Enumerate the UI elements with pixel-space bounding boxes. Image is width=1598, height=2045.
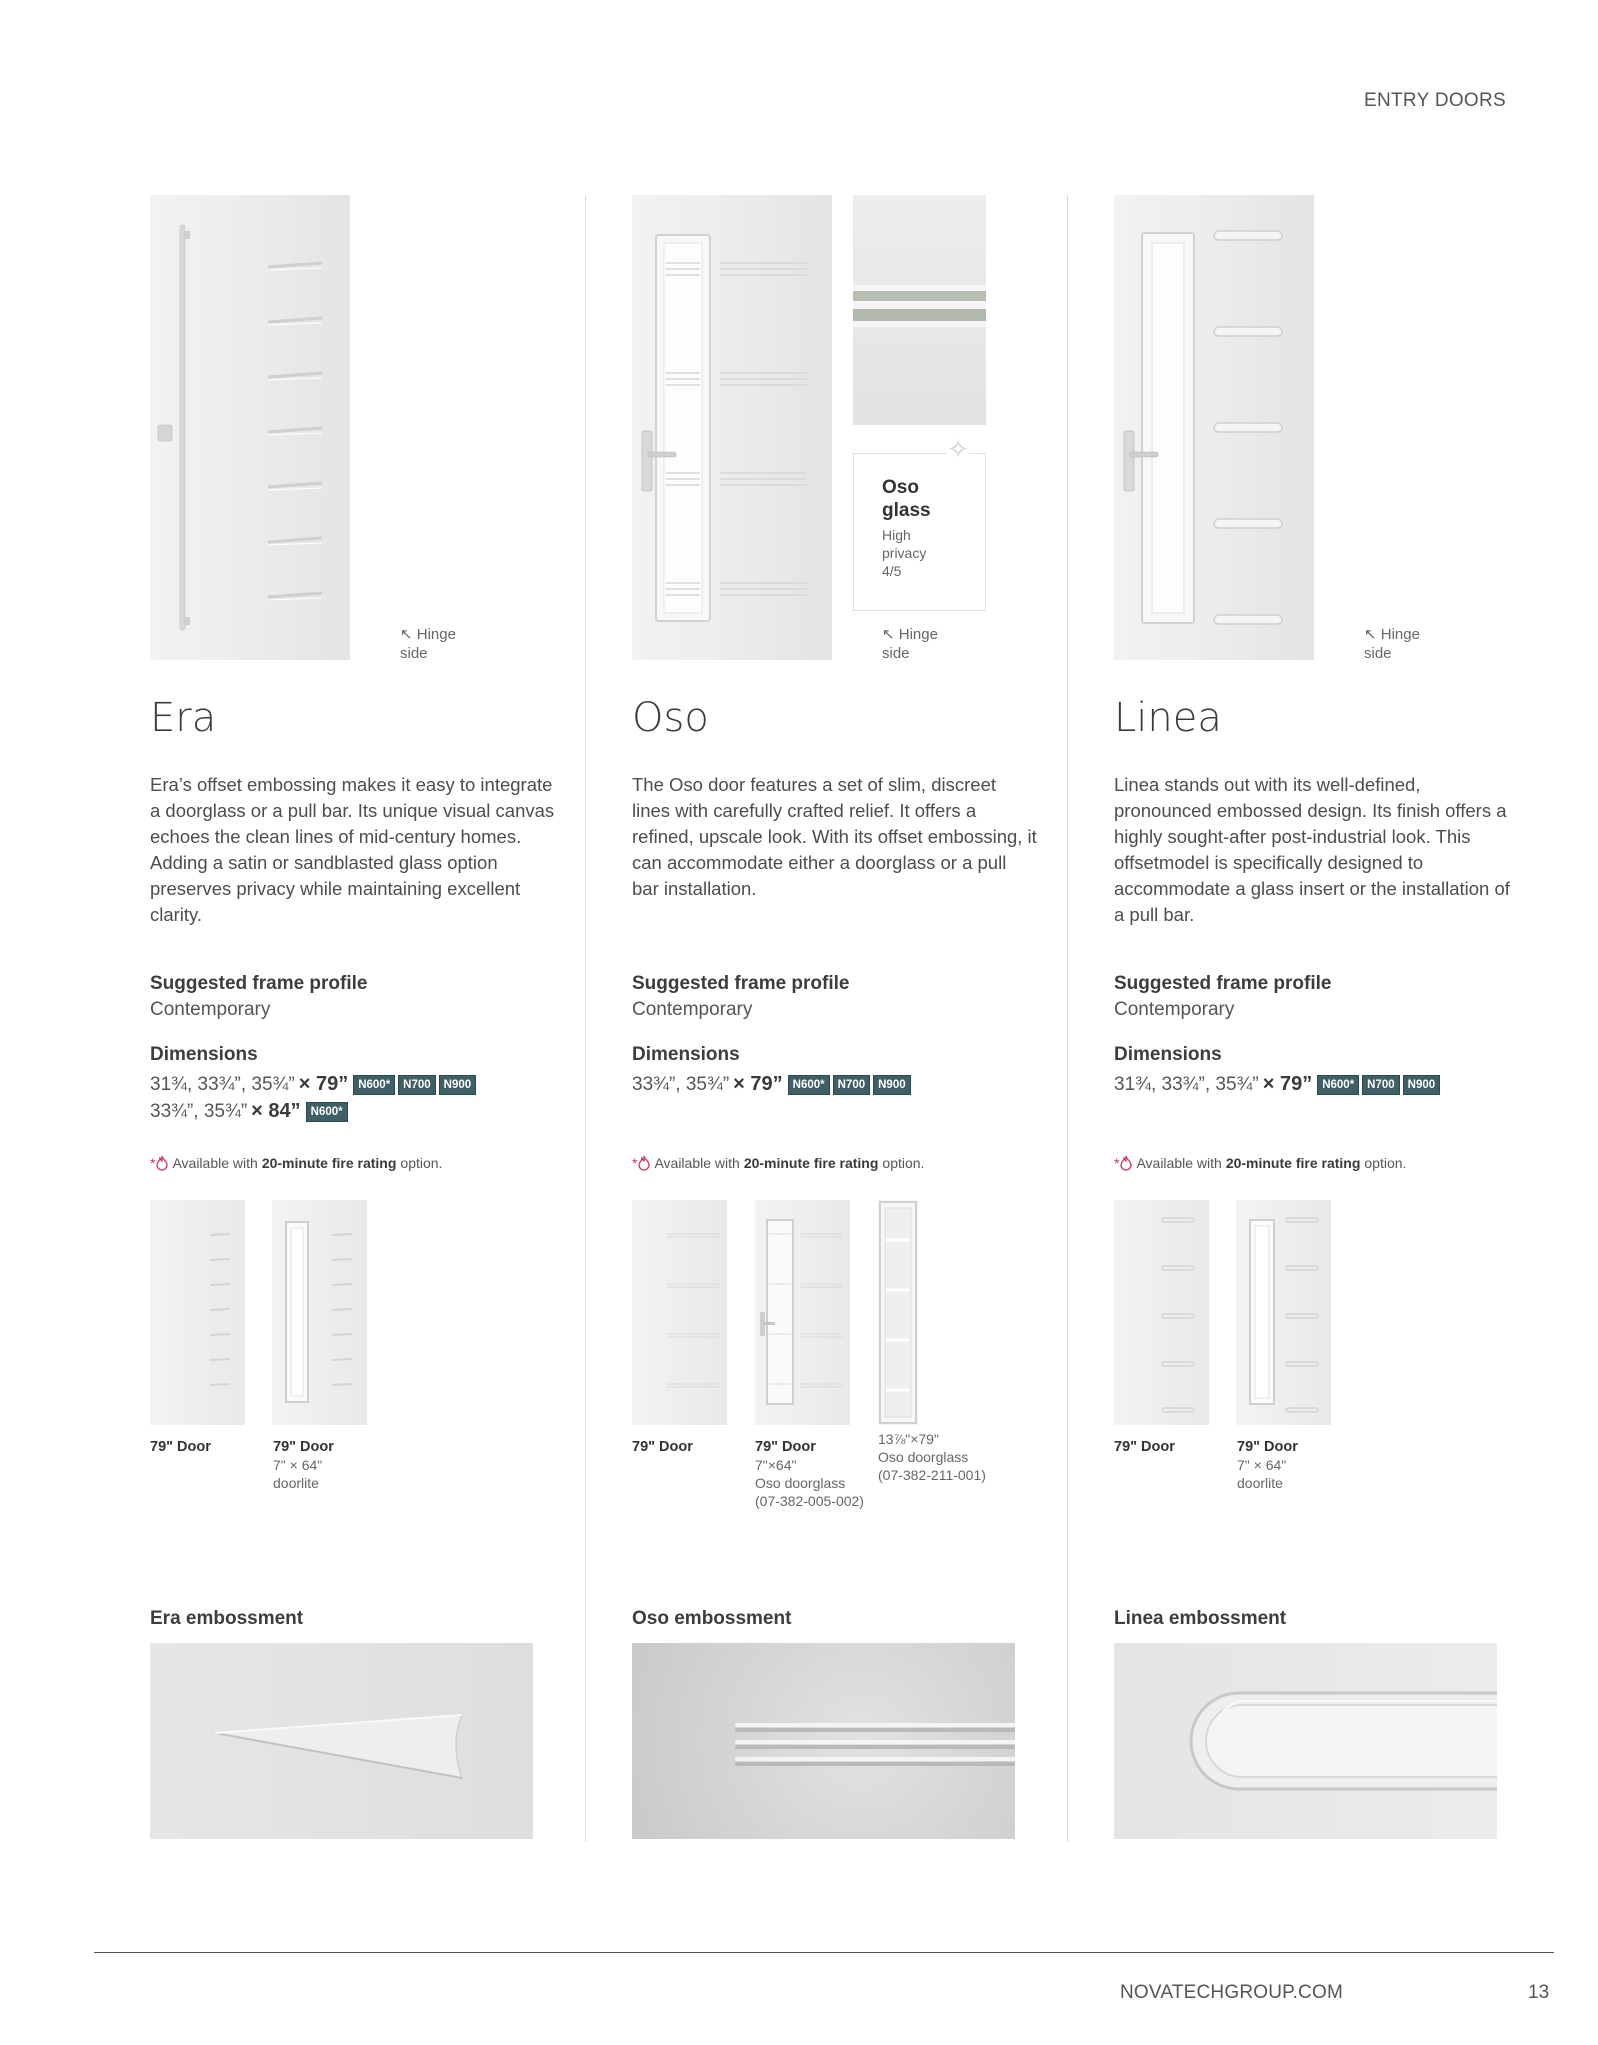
asterisk: * xyxy=(1114,1155,1120,1171)
thumbnail-title: 79" Door xyxy=(1237,1439,1298,1455)
frame-profile-heading: Suggested frame profile xyxy=(632,973,850,994)
fire-rating-note xyxy=(1114,1155,1406,1171)
door-column-era xyxy=(150,195,590,1845)
series-badge: N600* xyxy=(788,1075,830,1095)
frame-profile-value: Contemporary xyxy=(150,999,271,1020)
glass-privacy-line: privacy xyxy=(882,545,927,561)
thumbnail-sub: 13⅞"×79" xyxy=(878,1431,939,1447)
dimensions-heading: Dimensions xyxy=(1114,1044,1222,1065)
glass-title: Oso xyxy=(882,477,919,498)
fire-prefix: Available with xyxy=(654,1155,740,1171)
thumb-door-drawing xyxy=(150,1200,245,1425)
thumbnail-title: 79" Door xyxy=(150,1439,211,1455)
thumbnail-caption xyxy=(1237,1437,1298,1492)
door-description: Linea stands out with its well-defined, pronounced embossed design. Its finish offers a highly sought-after post-industrial look. This offsetmodel is specifically designed to accommodate a glass insert or the installation of a pull bar. xyxy=(1114,774,1510,925)
series-badge: N600* xyxy=(306,1102,348,1122)
dimension-height: × 79” xyxy=(298,1073,349,1095)
oso-door-image xyxy=(632,195,832,660)
fire-suffix: option. xyxy=(882,1155,925,1171)
series-badge: N600* xyxy=(353,1075,395,1095)
dimension-height: × 79” xyxy=(1262,1073,1313,1095)
series-badge: N700 xyxy=(1362,1075,1400,1095)
glass-privacy-line: High xyxy=(882,527,911,543)
fire-rating-note xyxy=(150,1155,442,1171)
fire-suffix: option. xyxy=(400,1155,443,1171)
thumbnail-sub: 7" × 64" xyxy=(1237,1457,1287,1473)
page-number: 13 xyxy=(1528,1982,1550,2003)
embossment-drawing xyxy=(1114,1643,1497,1839)
series-badge: N900 xyxy=(1403,1075,1441,1095)
embossment-drawing xyxy=(150,1643,533,1839)
sidelite-thumbnail xyxy=(878,1200,918,1425)
thumbnail-caption xyxy=(150,1437,211,1456)
thumbnail-sub: Oso doorglass xyxy=(755,1475,846,1491)
thumbnail-caption xyxy=(1114,1437,1175,1456)
thumbnail-caption xyxy=(755,1437,864,1510)
door-thumbnail xyxy=(632,1200,727,1425)
series-badge: N900 xyxy=(873,1075,911,1095)
dimension-height: × 79” xyxy=(733,1073,783,1095)
thumbnail-caption xyxy=(878,1430,986,1484)
door-column-oso xyxy=(632,195,1072,1845)
door-thumbnail xyxy=(272,1200,367,1425)
series-badge: N700 xyxy=(398,1075,436,1095)
glass-privacy-rating: 4/5 xyxy=(882,563,902,579)
embossment-heading: Oso embossment xyxy=(632,1608,792,1629)
door-description: Era’s offset embossing makes it easy to integrate a doorglass or a pull bar. Its unique visual canvas echoes the clean lines of mid-century homes. Adding a satin or sandblasted glass option preserves privacy while maintaining excellent clarity. xyxy=(150,774,555,925)
glass-pattern-drawing xyxy=(853,195,986,425)
hinge-label-line: ↖ Hinge xyxy=(400,626,456,643)
dimension-row xyxy=(632,1073,914,1096)
oso-door-drawing xyxy=(632,195,832,660)
series-badge: N600* xyxy=(1317,1075,1359,1095)
glass-title: glass xyxy=(882,500,931,521)
door-name: Oso xyxy=(632,695,709,741)
thumbnail-sub: (07-382-211-001) xyxy=(878,1467,986,1483)
frame-profile-heading: Suggested frame profile xyxy=(150,973,368,994)
hinge-side-label xyxy=(400,625,456,663)
dimension-row xyxy=(150,1100,351,1123)
embossment-drawing xyxy=(632,1643,1015,1839)
hinge-label-line: side xyxy=(400,645,428,662)
hinge-label-line: side xyxy=(1364,645,1392,662)
series-badge: N700 xyxy=(833,1075,871,1095)
sparkle-icon: ✧ xyxy=(947,434,969,464)
dimensions-heading: Dimensions xyxy=(632,1044,740,1065)
linea-embossment-image xyxy=(1114,1643,1497,1839)
door-thumbnail xyxy=(755,1200,850,1425)
thumbnail-sub: 7" × 64" xyxy=(273,1457,323,1473)
hinge-label-line: ↖ Hinge xyxy=(1364,626,1420,643)
asterisk: * xyxy=(632,1155,638,1171)
dimension-widths: 33¾”, 35¾” xyxy=(632,1073,730,1095)
thumbnail-title: 79" Door xyxy=(632,1439,693,1455)
thumbnail-title: 79" Door xyxy=(273,1439,334,1455)
flame-icon xyxy=(155,1155,169,1171)
thumb-door-drawing xyxy=(1114,1200,1209,1425)
dimension-row xyxy=(1114,1073,1443,1096)
oso-embossment-image xyxy=(632,1643,1015,1839)
hinge-label-line: ↖ Hinge xyxy=(882,626,938,643)
flame-icon xyxy=(637,1155,651,1171)
dimension-widths: 31¾, 33¾”, 35¾” xyxy=(1114,1073,1259,1095)
thumbnail-caption xyxy=(273,1437,334,1492)
era-embossment-image xyxy=(150,1643,533,1839)
hinge-label-line: side xyxy=(882,645,910,662)
fire-prefix: Available with xyxy=(172,1155,258,1171)
fire-prefix: Available with xyxy=(1136,1155,1222,1171)
thumbnail-sub: doorlite xyxy=(273,1475,319,1491)
frame-profile-value: Contemporary xyxy=(1114,999,1235,1020)
thumb-sidelite-drawing xyxy=(878,1200,918,1425)
oso-glass-sample-image xyxy=(853,195,986,425)
linea-door-image xyxy=(1114,195,1314,660)
thumbnail-caption xyxy=(632,1437,693,1456)
door-thumbnail xyxy=(1236,1200,1331,1425)
glass-privacy xyxy=(882,526,985,580)
flame-icon xyxy=(1119,1155,1133,1171)
hinge-side-label xyxy=(1364,625,1420,663)
frame-profile-value: Contemporary xyxy=(632,999,753,1020)
thumbnail-sub: doorlite xyxy=(1237,1475,1283,1491)
section-label: ENTRY DOORS xyxy=(1364,90,1506,111)
door-thumbnail xyxy=(150,1200,245,1425)
thumbnail-title: 79" Door xyxy=(1114,1439,1175,1455)
thumb-doorglass-drawing xyxy=(755,1200,850,1425)
dimension-widths: 31¾, 33¾”, 35¾” xyxy=(150,1073,295,1095)
embossment-heading: Era embossment xyxy=(150,1608,304,1629)
fire-rating-note xyxy=(632,1155,924,1171)
dimensions-heading: Dimensions xyxy=(150,1044,258,1065)
linea-door-drawing xyxy=(1114,195,1314,660)
asterisk: * xyxy=(150,1155,156,1171)
door-name: Era xyxy=(150,695,217,741)
era-door-image xyxy=(150,195,350,660)
door-description: The Oso door features a set of slim, discreet lines with carefully crafted relief. It offers a refined, upscale look. With its offset embossing, it can accommodate either a doorglass or a pull bar installation. xyxy=(632,774,1037,899)
frame-profile-heading: Suggested frame profile xyxy=(1114,973,1332,994)
thumbnail-sub: 7"×64" xyxy=(755,1457,797,1473)
era-door-drawing xyxy=(150,195,350,660)
footer-website[interactable]: NOVATECHGROUP.COM xyxy=(1120,1982,1343,2003)
fire-rating-bold: 20-minute fire rating xyxy=(1225,1155,1361,1171)
thumb-doorlite-drawing xyxy=(272,1200,367,1425)
door-name: Linea xyxy=(1114,695,1222,741)
oso-glass-info-card xyxy=(853,434,986,611)
footer-rule xyxy=(94,1952,1554,1953)
thumb-doorlite-drawing xyxy=(1236,1200,1331,1425)
embossment-heading: Linea embossment xyxy=(1114,1608,1287,1629)
fire-rating-bold: 20-minute fire rating xyxy=(261,1155,397,1171)
fire-rating-bold: 20-minute fire rating xyxy=(743,1155,879,1171)
thumbnail-sub: (07-382-005-002) xyxy=(755,1493,864,1509)
door-column-linea xyxy=(1114,195,1554,1845)
thumb-door-drawing xyxy=(632,1200,727,1425)
series-badge: N900 xyxy=(439,1075,477,1095)
dimension-height: × 84” xyxy=(251,1100,301,1122)
dimension-row xyxy=(150,1073,479,1096)
hinge-side-label xyxy=(882,625,938,663)
dimension-widths: 33¾”, 35¾” xyxy=(150,1100,248,1122)
thumbnail-title: 79" Door xyxy=(755,1439,816,1455)
thumbnail-sub: Oso doorglass xyxy=(878,1449,969,1465)
door-thumbnail xyxy=(1114,1200,1209,1425)
fire-suffix: option. xyxy=(1364,1155,1407,1171)
